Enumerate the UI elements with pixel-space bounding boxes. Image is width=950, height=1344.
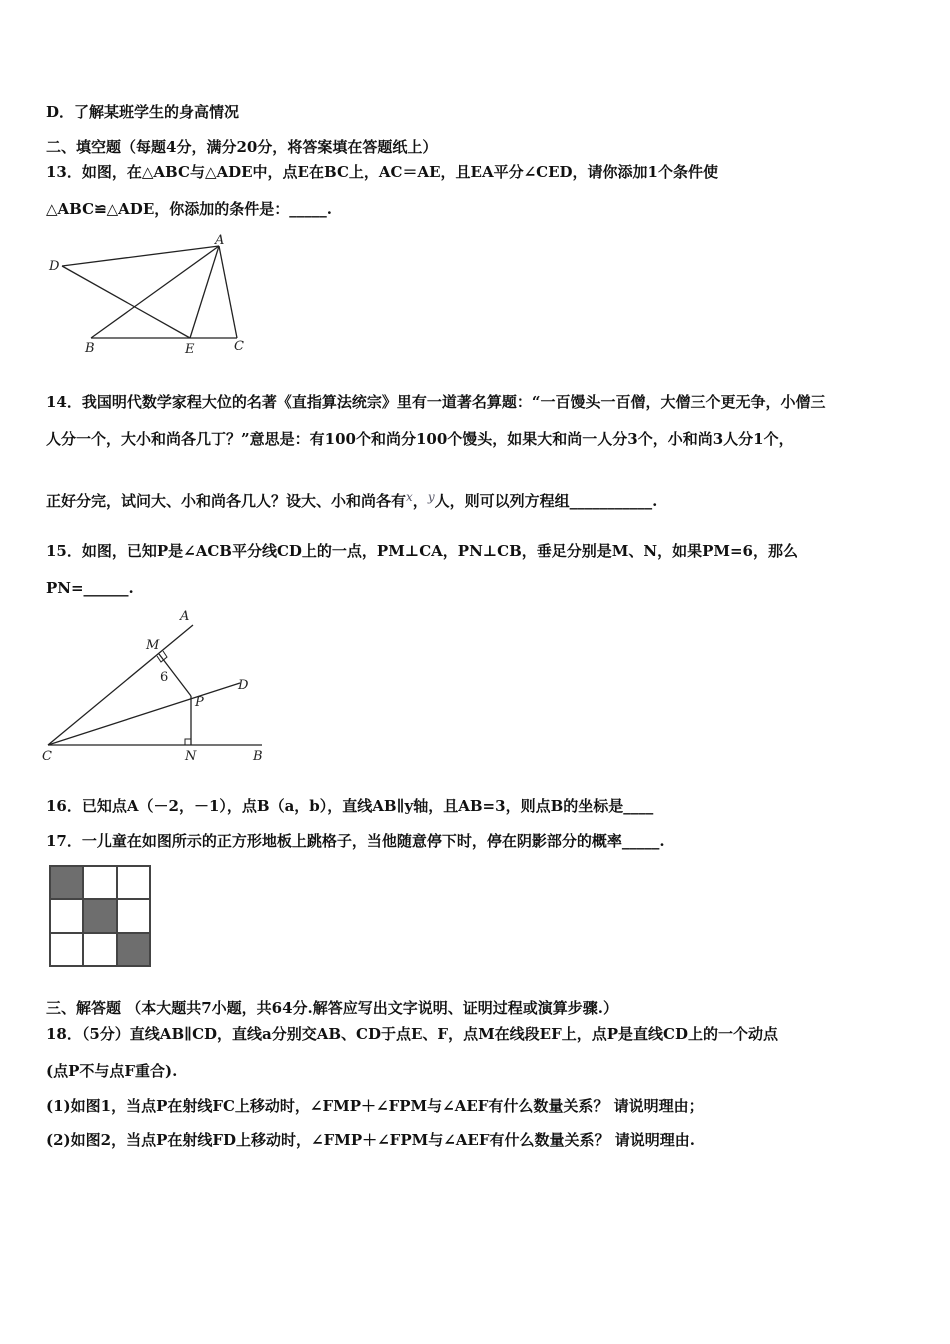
label-B: B	[253, 749, 263, 764]
label-P: P	[195, 695, 204, 710]
q16-text: 16．已知点A（－2，－1），点B（a，b），直线AB∥y轴，且AB=3，则点B的坐标是____	[46, 797, 654, 815]
grid-cell-shaded	[83, 899, 116, 932]
variable-x: x	[406, 490, 413, 504]
right-angle-N	[185, 739, 191, 745]
q14-line-3-b: 人，则可以列方程组___________.	[434, 492, 658, 510]
q17-text: 17．一儿童在如图所示的正方形地板上跳格子，当他随意停下时，停在阴影部分的概率_____.	[46, 832, 665, 850]
variable-y: y	[427, 490, 435, 504]
grid-cell	[50, 899, 83, 932]
section-3-title: 三、解答题 （本大题共7小题，共64分.解答应写出文字说明、证明过程或演算步骤.）	[46, 999, 618, 1017]
q17-floor-grid	[49, 865, 151, 967]
q18-part-1: (1)如图1，当点P在射线FC上移动时，∠FMP＋∠FPM与∠AEF有什么数量关系？ 请说明理由；	[46, 1097, 704, 1115]
section-2-title: 二、填空题（每题4分，满分20分，将答案填在答题纸上）	[46, 138, 438, 156]
ray-CD	[48, 683, 240, 745]
q15-text-line-2: PN=______.	[46, 579, 134, 597]
grid-cell	[83, 866, 116, 899]
label-C: C	[42, 749, 52, 764]
segment-EA	[190, 246, 219, 338]
q12-option-d: D．了解某班学生的身高情况	[46, 103, 240, 121]
label-A: A	[180, 609, 190, 624]
label-E: E	[185, 342, 195, 357]
q13-text-line-1: 13．如图，在△ABC与△ADE中，点E在BC上，AC＝AE，且EA平分∠CED，请你添加1个条件使	[46, 163, 718, 181]
q15-text-line-1: 15．如图，已知P是∠ACB平分线CD上的一点，PM⊥CA，PN⊥CB，垂足分别是M、N，如果PM=6，那么	[46, 542, 798, 560]
label-C: C	[234, 339, 244, 354]
q13-text-line-2: △ABC≌△ADE，你添加的条件是：_____.	[46, 200, 332, 218]
label-B: B	[85, 341, 95, 356]
label-D: D	[238, 678, 249, 693]
label-M: M	[146, 638, 160, 653]
q14-text-line-2: 人分一个，大小和尚各几丁？”意思是：有100个和尚分100个馒头，如果大和尚一人分3个，小和尚3人分1个，	[46, 430, 794, 448]
q14-sep: ，	[412, 492, 428, 510]
grid-cell	[50, 933, 83, 966]
label-six: 6	[160, 670, 169, 685]
label-A: A	[215, 233, 225, 248]
q14-text-line-1: 14．我国明代数学家程大位的名著《直指算法统宗》里有一道著名算题：“一百馒头一百僧，大僧三个更无争，小僧三	[46, 393, 826, 411]
segment-CA	[219, 246, 237, 338]
q18-text-line-1: 18．（5分）直线AB∥CD，直线a分别交AB、CD于点E、F，点M在线段EF上，点P是直线CD上的一个动点	[46, 1025, 778, 1043]
label-N: N	[185, 749, 197, 764]
ray-CA	[48, 625, 193, 745]
label-D: D	[49, 259, 60, 274]
q15-figure	[40, 605, 280, 770]
grid-cell	[83, 933, 116, 966]
q13-figure	[44, 228, 264, 358]
q14-line-3-a: 正好分完，试问大、小和尚各几人？设大、小和尚各有	[46, 492, 407, 510]
grid-cell	[117, 899, 150, 932]
grid-cell-shaded	[50, 866, 83, 899]
q18-text-line-2: (点P不与点F重合).	[46, 1062, 178, 1080]
q14-text-line-3	[46, 491, 657, 512]
grid-cell	[117, 866, 150, 899]
segment-DE	[62, 266, 190, 338]
grid-cell-shaded	[117, 933, 150, 966]
q18-part-2: (2)如图2，当点P在射线FD上移动时，∠FMP＋∠FPM与∠AEF有什么数量关系？ 请说明理由.	[46, 1131, 695, 1149]
